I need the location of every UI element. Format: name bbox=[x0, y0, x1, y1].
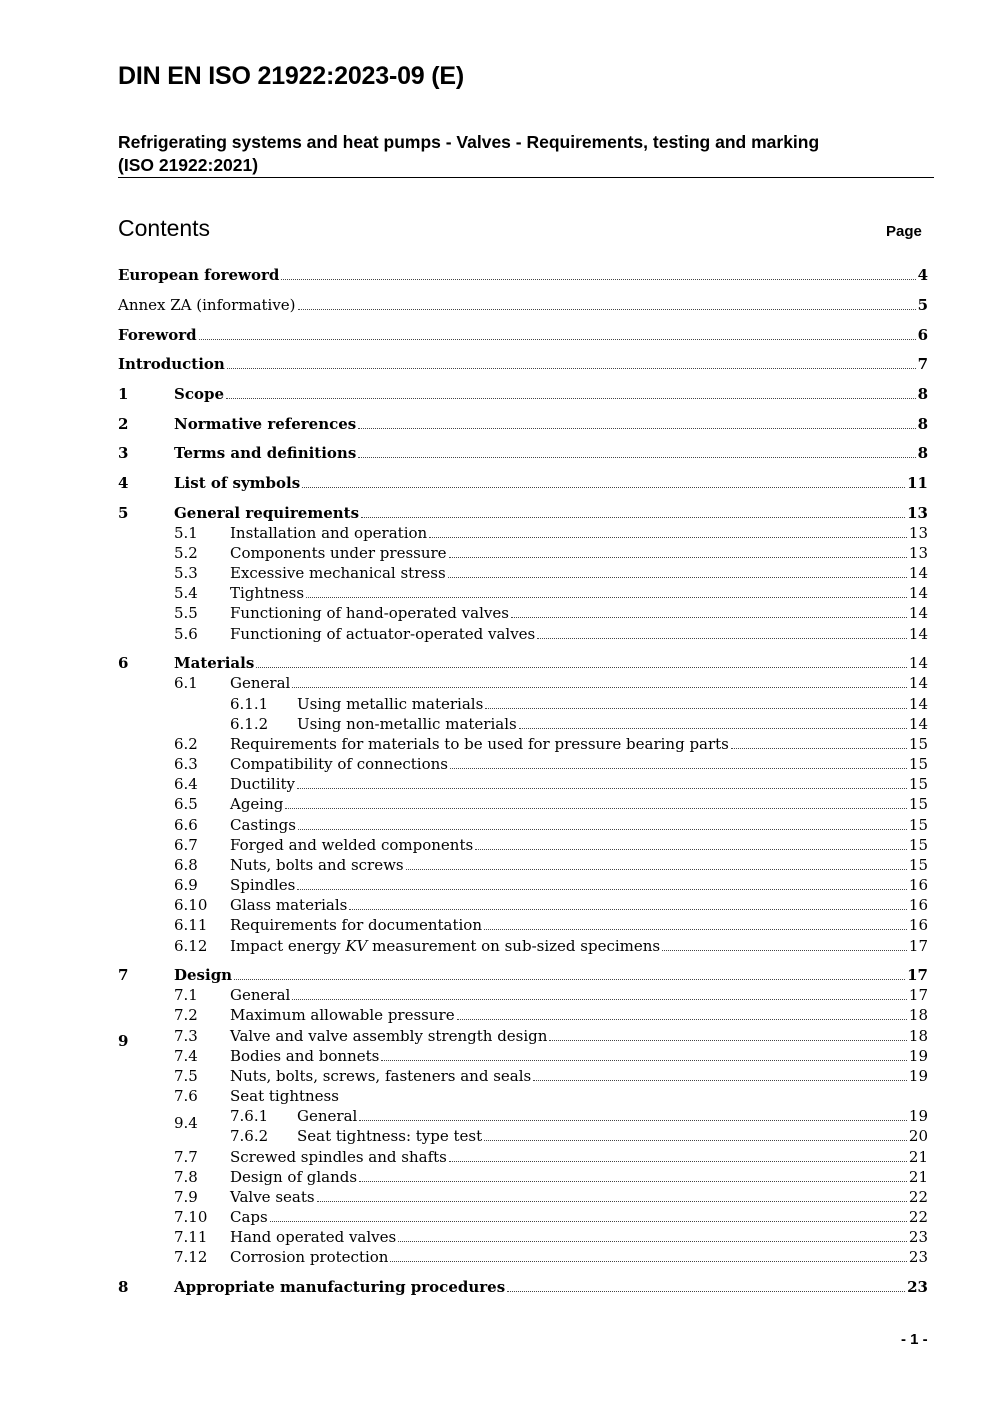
toc-entry[interactable] bbox=[0, 523, 992, 543]
toc-entry[interactable] bbox=[0, 543, 992, 563]
subtitle-line-1: Refrigerating systems and heat pumps - Valves - Requirements, testing and marking bbox=[118, 132, 820, 152]
toc-number: 7.2 bbox=[174, 1006, 198, 1024]
toc-title: Tightness bbox=[230, 584, 305, 602]
toc-title: Ageing bbox=[230, 795, 284, 813]
toc-number: 5.1 bbox=[174, 524, 198, 542]
toc-page: 6 bbox=[917, 326, 928, 344]
toc-entry[interactable] bbox=[0, 1277, 992, 1297]
toc-entry[interactable] bbox=[0, 1026, 992, 1046]
toc-page: 17 bbox=[908, 986, 928, 1004]
toc-page: 15 bbox=[908, 795, 928, 813]
toc-page: 19 bbox=[908, 1047, 928, 1065]
toc-title: Excessive mechanical stress bbox=[230, 564, 446, 582]
toc-leader bbox=[306, 583, 907, 598]
toc-number: 6.3 bbox=[174, 755, 198, 773]
toc-leader bbox=[398, 1227, 907, 1242]
toc-title: European foreword bbox=[118, 266, 280, 284]
toc-title: Functioning of hand-operated valves bbox=[230, 604, 509, 622]
toc-number: 7.3 bbox=[174, 1027, 198, 1045]
toc-number: 6.4 bbox=[174, 775, 198, 793]
toc-title: Using non-metallic materials bbox=[297, 715, 517, 733]
toc-leader bbox=[537, 624, 907, 639]
toc-entry[interactable] bbox=[0, 473, 992, 493]
toc-page: 14 bbox=[908, 625, 928, 643]
toc-number: 1 bbox=[118, 385, 129, 403]
toc-number: 7 bbox=[118, 966, 129, 984]
toc-entry[interactable] bbox=[0, 443, 992, 463]
toc-entry[interactable] bbox=[0, 563, 992, 583]
toc-page: 23 bbox=[908, 1228, 928, 1246]
stray-section-number: 9.4 bbox=[174, 1114, 198, 1132]
toc-title: Seat tightness bbox=[230, 1087, 339, 1105]
toc-entry[interactable] bbox=[0, 1086, 992, 1106]
toc-leader bbox=[484, 915, 907, 930]
toc-title: Using metallic materials bbox=[297, 695, 484, 713]
contents-heading: Contents bbox=[118, 215, 211, 241]
toc-leader bbox=[359, 1106, 907, 1121]
toc-number: 3 bbox=[118, 444, 129, 462]
toc-entry[interactable] bbox=[0, 603, 992, 623]
subtitle-line-2: (ISO 21922:2021) bbox=[118, 155, 259, 175]
toc-number: 6.9 bbox=[174, 876, 198, 894]
toc-entry[interactable] bbox=[0, 1147, 992, 1167]
toc-page: 21 bbox=[908, 1168, 928, 1186]
toc-leader bbox=[234, 965, 905, 980]
toc-page: 23 bbox=[907, 1278, 928, 1296]
toc-leader bbox=[297, 875, 907, 890]
toc-leader bbox=[450, 754, 907, 769]
toc-title: Normative references bbox=[174, 415, 357, 433]
toc-entry[interactable] bbox=[0, 1005, 992, 1025]
toc-number: 6.6 bbox=[174, 816, 198, 834]
document-subtitle bbox=[118, 131, 934, 177]
toc-page: 14 bbox=[908, 654, 928, 672]
toc-number: 4 bbox=[118, 474, 129, 492]
toc-leader bbox=[292, 985, 907, 1000]
toc-page: 15 bbox=[908, 755, 928, 773]
toc-page: 19 bbox=[908, 1107, 928, 1125]
toc-page: 18 bbox=[908, 1006, 928, 1024]
toc-page: 15 bbox=[908, 775, 928, 793]
toc-number: 7.4 bbox=[174, 1047, 198, 1065]
toc-page: 14 bbox=[908, 584, 928, 602]
toc-entry[interactable] bbox=[0, 875, 992, 895]
toc-page: 13 bbox=[907, 504, 928, 522]
toc-leader bbox=[449, 1147, 907, 1162]
toc-title: Scope bbox=[174, 385, 225, 403]
toc-title: Ductility bbox=[230, 775, 296, 793]
toc-title: Components under pressure bbox=[230, 544, 447, 562]
toc-number: 6.12 bbox=[174, 937, 208, 955]
toc-leader bbox=[226, 384, 916, 399]
toc-leader bbox=[475, 835, 907, 850]
toc-page: 8 bbox=[917, 415, 928, 433]
toc-entry[interactable] bbox=[0, 1046, 992, 1066]
toc-leader bbox=[533, 1066, 907, 1081]
toc-leader bbox=[485, 694, 907, 709]
toc-entry[interactable] bbox=[0, 835, 992, 855]
toc-title: Valve seats bbox=[230, 1188, 315, 1206]
toc-page: 5 bbox=[917, 296, 928, 314]
toc-title: Requirements for materials to be used for pressure bearing parts bbox=[230, 735, 729, 753]
toc-title: Nuts, bolts, screws, fasteners and seals bbox=[230, 1067, 532, 1085]
toc-page: 8 bbox=[917, 385, 928, 403]
toc-leader bbox=[349, 895, 907, 910]
toc-leader bbox=[281, 265, 915, 280]
toc-number: 8 bbox=[118, 1278, 129, 1296]
toc-number: 7.1 bbox=[174, 986, 198, 1004]
page-number: - 1 - bbox=[901, 1331, 928, 1348]
toc-entry[interactable] bbox=[0, 936, 992, 956]
toc-number: 5.4 bbox=[174, 584, 198, 602]
toc-number: 7.6.2 bbox=[230, 1127, 269, 1145]
toc-leader bbox=[519, 714, 907, 729]
toc-page: 16 bbox=[908, 916, 928, 934]
toc-leader bbox=[448, 563, 907, 578]
toc-page: 17 bbox=[908, 937, 928, 955]
toc-title: Valve and valve assembly strength design bbox=[230, 1027, 548, 1045]
toc-entry[interactable] bbox=[0, 915, 992, 935]
toc-entry[interactable] bbox=[0, 895, 992, 915]
toc-title: Impact energy KV measurement on sub-sized specimens bbox=[230, 937, 661, 955]
toc-title: General bbox=[297, 1107, 358, 1125]
toc-entry[interactable] bbox=[0, 1106, 992, 1126]
toc-title: Functioning of actuator-operated valves bbox=[230, 625, 536, 643]
toc-leader bbox=[302, 473, 905, 488]
toc-number: 6.10 bbox=[174, 896, 208, 914]
toc-entry[interactable] bbox=[0, 754, 992, 774]
toc-page: 22 bbox=[908, 1208, 928, 1226]
toc-title: Maximum allowable pressure bbox=[230, 1006, 455, 1024]
toc-title: Seat tightness: type test bbox=[297, 1127, 483, 1145]
toc-title: Nuts, bolts and screws bbox=[230, 856, 404, 874]
toc-entry[interactable] bbox=[0, 583, 992, 603]
toc-entry[interactable] bbox=[0, 1126, 992, 1146]
toc-page: 16 bbox=[908, 896, 928, 914]
toc-entry[interactable] bbox=[0, 794, 992, 814]
toc-title: Installation and operation bbox=[230, 524, 428, 542]
toc-leader bbox=[449, 543, 907, 558]
toc-number: 6.1.1 bbox=[230, 695, 269, 713]
toc-entry[interactable] bbox=[0, 1066, 992, 1086]
toc-entry[interactable] bbox=[0, 734, 992, 754]
toc-leader bbox=[298, 295, 916, 310]
toc-leader bbox=[406, 855, 907, 870]
toc-number: 7.12 bbox=[174, 1248, 208, 1266]
toc-leader bbox=[317, 1187, 907, 1202]
toc-title: Forged and welded components bbox=[230, 836, 474, 854]
toc-page: 20 bbox=[908, 1127, 928, 1145]
toc-leader bbox=[358, 414, 915, 429]
toc-page: 13 bbox=[908, 524, 928, 542]
toc-page: 23 bbox=[908, 1248, 928, 1266]
toc-title: Requirements for documentation bbox=[230, 916, 482, 934]
toc-title: General requirements bbox=[174, 504, 360, 522]
toc-page: 16 bbox=[908, 876, 928, 894]
toc-entry[interactable] bbox=[0, 1247, 992, 1267]
toc-entry[interactable] bbox=[0, 325, 992, 345]
toc-page: 18 bbox=[908, 1027, 928, 1045]
toc-page: 22 bbox=[908, 1188, 928, 1206]
toc-page: 19 bbox=[908, 1067, 928, 1085]
page-column-label: Page bbox=[886, 223, 922, 240]
toc-number: 7.11 bbox=[174, 1228, 208, 1246]
toc-page: 14 bbox=[908, 695, 928, 713]
toc-title: Glass materials bbox=[230, 896, 348, 914]
toc-entry[interactable] bbox=[0, 815, 992, 835]
toc-entry[interactable] bbox=[0, 653, 992, 673]
toc-leader bbox=[256, 653, 907, 668]
toc-title: Appropriate manufacturing procedures bbox=[174, 1278, 506, 1296]
toc-leader bbox=[511, 603, 907, 618]
toc-leader bbox=[390, 1247, 906, 1262]
stray-chapter-number: 9 bbox=[118, 1032, 129, 1050]
toc-entry[interactable] bbox=[0, 1167, 992, 1187]
toc-number: 7.6 bbox=[174, 1087, 198, 1105]
toc-number: 6.7 bbox=[174, 836, 198, 854]
toc-leader bbox=[297, 774, 907, 789]
toc-page: 7 bbox=[917, 355, 928, 373]
toc-number: 6 bbox=[118, 654, 129, 672]
toc-number: 7.5 bbox=[174, 1067, 198, 1085]
toc-leader bbox=[358, 443, 915, 458]
toc-page: 14 bbox=[908, 674, 928, 692]
toc-leader bbox=[549, 1026, 906, 1041]
toc-entry[interactable] bbox=[0, 774, 992, 794]
toc-entry[interactable] bbox=[0, 965, 992, 985]
toc-number: 2 bbox=[118, 415, 129, 433]
toc-leader bbox=[731, 734, 907, 749]
toc-entry[interactable] bbox=[0, 503, 992, 523]
toc-page: 15 bbox=[908, 856, 928, 874]
toc-entry[interactable] bbox=[0, 1207, 992, 1227]
toc-number: 6.2 bbox=[174, 735, 198, 753]
toc-title: Terms and definitions bbox=[174, 444, 357, 462]
toc-page: 14 bbox=[908, 564, 928, 582]
toc-page: 8 bbox=[917, 444, 928, 462]
toc-number: 7.6.1 bbox=[230, 1107, 269, 1125]
toc-page: 14 bbox=[908, 604, 928, 622]
toc-title: General bbox=[230, 986, 291, 1004]
toc-leader bbox=[507, 1277, 905, 1292]
toc-title: Castings bbox=[230, 816, 296, 834]
toc-page: 4 bbox=[917, 266, 928, 284]
toc-entry[interactable] bbox=[0, 985, 992, 1005]
toc-leader bbox=[199, 325, 916, 340]
toc-title: Introduction bbox=[118, 355, 225, 373]
toc-entry[interactable] bbox=[0, 1187, 992, 1207]
toc-number: 5.5 bbox=[174, 604, 198, 622]
toc-title: Hand operated valves bbox=[230, 1228, 397, 1246]
toc-title: Screwed spindles and shafts bbox=[230, 1148, 447, 1166]
toc-title: General bbox=[230, 674, 291, 692]
document-id: DIN EN ISO 21922:2023-09 (E) bbox=[118, 62, 464, 90]
toc-number: 5.2 bbox=[174, 544, 198, 562]
toc-leader bbox=[457, 1005, 907, 1020]
toc-title: Compatibility of connections bbox=[230, 755, 448, 773]
toc-title: Corrosion protection bbox=[230, 1248, 389, 1266]
toc-page: 13 bbox=[908, 544, 928, 562]
toc-entry[interactable] bbox=[0, 855, 992, 875]
toc-page: 15 bbox=[908, 836, 928, 854]
toc-entry[interactable] bbox=[0, 295, 992, 315]
toc-leader bbox=[270, 1207, 907, 1222]
toc-leader bbox=[292, 673, 907, 688]
toc-entry[interactable] bbox=[0, 673, 992, 693]
toc-number: 7.10 bbox=[174, 1208, 208, 1226]
toc-leader bbox=[429, 523, 907, 538]
toc-number: 7.9 bbox=[174, 1188, 198, 1206]
title-divider bbox=[118, 177, 934, 178]
toc-page: 14 bbox=[908, 715, 928, 733]
toc-entry[interactable] bbox=[0, 354, 992, 374]
toc-leader bbox=[361, 503, 905, 518]
toc-title: Annex ZA (informative) bbox=[118, 296, 296, 314]
toc-leader bbox=[359, 1167, 907, 1182]
toc-number: 5.3 bbox=[174, 564, 198, 582]
toc-entry[interactable] bbox=[0, 694, 992, 714]
toc-entry[interactable] bbox=[0, 384, 992, 404]
toc-title: Caps bbox=[230, 1208, 268, 1226]
toc-title: Spindles bbox=[230, 876, 296, 894]
toc-entry[interactable] bbox=[0, 624, 992, 644]
toc-number: 6.5 bbox=[174, 795, 198, 813]
toc-page: 17 bbox=[907, 966, 928, 984]
toc-leader bbox=[662, 936, 907, 951]
toc-number: 6.1.2 bbox=[230, 715, 269, 733]
toc-number: 7.8 bbox=[174, 1168, 198, 1186]
toc-page: 21 bbox=[908, 1148, 928, 1166]
toc-entry[interactable] bbox=[0, 265, 992, 285]
toc-leader bbox=[227, 354, 916, 369]
toc-leader bbox=[484, 1126, 907, 1141]
toc-entry[interactable] bbox=[0, 1227, 992, 1247]
toc-number: 6.1 bbox=[174, 674, 198, 692]
toc-title: Bodies and bonnets bbox=[230, 1047, 380, 1065]
toc-page: 15 bbox=[908, 735, 928, 753]
toc-number: 5.6 bbox=[174, 625, 198, 643]
toc-title: Foreword bbox=[118, 326, 197, 344]
toc-entry[interactable] bbox=[0, 414, 992, 434]
toc-number: 6.8 bbox=[174, 856, 198, 874]
toc-entry[interactable] bbox=[0, 714, 992, 734]
toc-number: 7.7 bbox=[174, 1148, 198, 1166]
toc-leader bbox=[285, 794, 907, 809]
toc-leader bbox=[298, 815, 907, 830]
toc-page: 15 bbox=[908, 816, 928, 834]
toc-leader bbox=[381, 1046, 907, 1061]
toc-title: Design of glands bbox=[230, 1168, 358, 1186]
toc-number: 6.11 bbox=[174, 916, 208, 934]
toc-page: 11 bbox=[907, 474, 928, 492]
toc-title: Materials bbox=[174, 654, 255, 672]
toc-title: Design bbox=[174, 966, 233, 984]
toc-number: 5 bbox=[118, 504, 129, 522]
toc-title: List of symbols bbox=[174, 474, 301, 492]
